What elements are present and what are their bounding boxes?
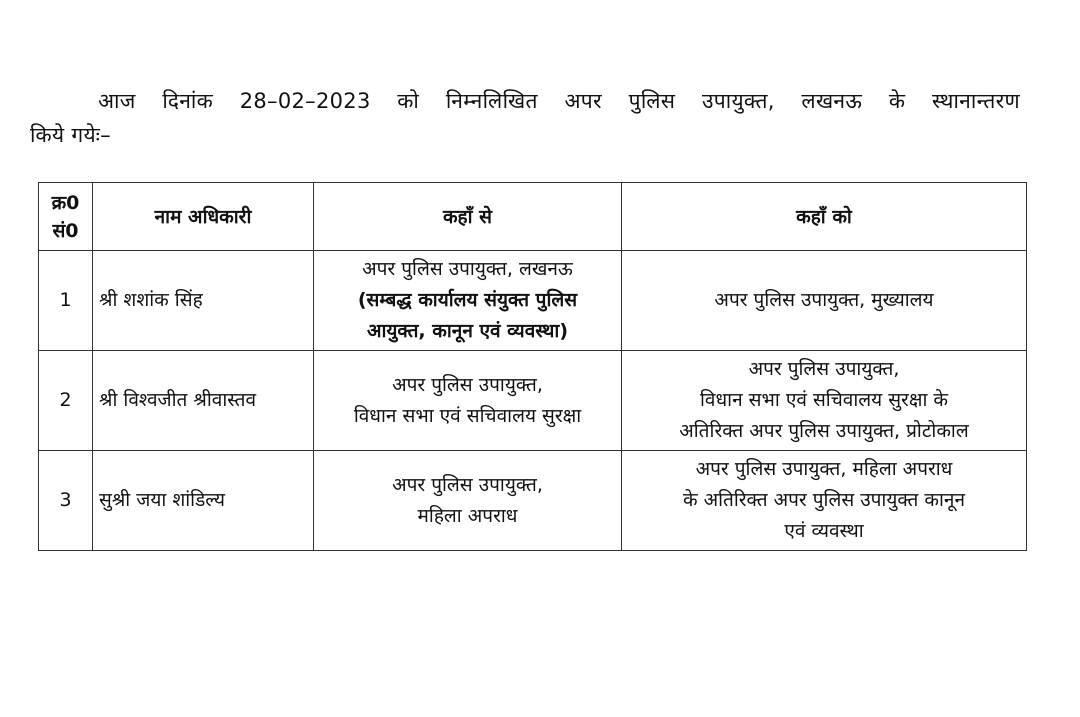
row-to <box>622 351 1027 451</box>
row-to-line: अपर पुलिस उपायुक्त, <box>748 358 900 380</box>
table-row <box>39 351 1027 451</box>
row-to <box>622 251 1027 351</box>
table-header-row <box>39 183 1027 251</box>
transfer-table <box>38 182 1027 551</box>
row-from-line: महिला अपराध <box>417 504 518 527</box>
header-from: कहाँ से <box>314 183 622 251</box>
row-from-line: अपर पुलिस उपायुक्त, लखनऊ <box>362 258 573 280</box>
row-from-line: विधान सभा एवं सचिवालय सुरक्षा <box>353 404 582 427</box>
row-from <box>314 251 622 351</box>
row-serial: 1 <box>39 251 93 351</box>
header-officer-name: नाम अधिकारी <box>93 183 314 251</box>
row-from-line: अपर पुलिस उपायुक्त, <box>392 373 543 396</box>
row-from <box>314 351 622 451</box>
row-to-line: एवं व्यवस्था <box>784 520 864 542</box>
intro-line-2: किये गयेः– <box>30 123 111 147</box>
row-to <box>622 451 1027 551</box>
row-to-line: अपर पुलिस उपायुक्त, मुख्यालय <box>714 289 934 311</box>
header-to: कहाँ को <box>622 183 1027 251</box>
row-to-line: अतिरिक्त अपर पुलिस उपायुक्त, प्रोटोकाल <box>679 420 969 442</box>
intro-paragraph <box>30 84 1020 152</box>
row-serial: 2 <box>39 351 93 451</box>
row-from-attachment-line: आयुक्त, कानून एवं व्यवस्था) <box>366 320 569 342</box>
row-from-line: अपर पुलिस उपायुक्त, <box>392 473 543 496</box>
row-officer-name: श्री शशांक सिंह <box>93 251 314 351</box>
header-serial-line-1: क्र0 <box>51 191 80 214</box>
row-to-line: विधान सभा एवं सचिवालय सुरक्षा के <box>700 389 948 411</box>
intro-line-1: आज दिनांक 28–02–2023 को निम्नलिखित अपर पुलिस उपायुक्त, लखनऊ के स्थानान्तरण <box>98 89 1020 113</box>
row-to-line: अपर पुलिस उपायुक्त, महिला अपराध <box>695 458 953 480</box>
row-serial: 3 <box>39 451 93 551</box>
row-from <box>314 451 622 551</box>
row-to-line: के अतिरिक्त अपर पुलिस उपायुक्त कानून <box>682 489 966 511</box>
table-row <box>39 451 1027 551</box>
header-serial <box>39 183 93 251</box>
table-row <box>39 251 1027 351</box>
row-officer-name: श्री विश्वजीत श्रीवास्तव <box>93 351 314 451</box>
row-officer-name: सुश्री जया शांडिल्य <box>93 451 314 551</box>
header-serial-line-2: सं0 <box>52 219 79 242</box>
row-from-attachment-line: (सम्बद्ध कार्यालय संयुक्त पुलिस <box>357 289 578 311</box>
